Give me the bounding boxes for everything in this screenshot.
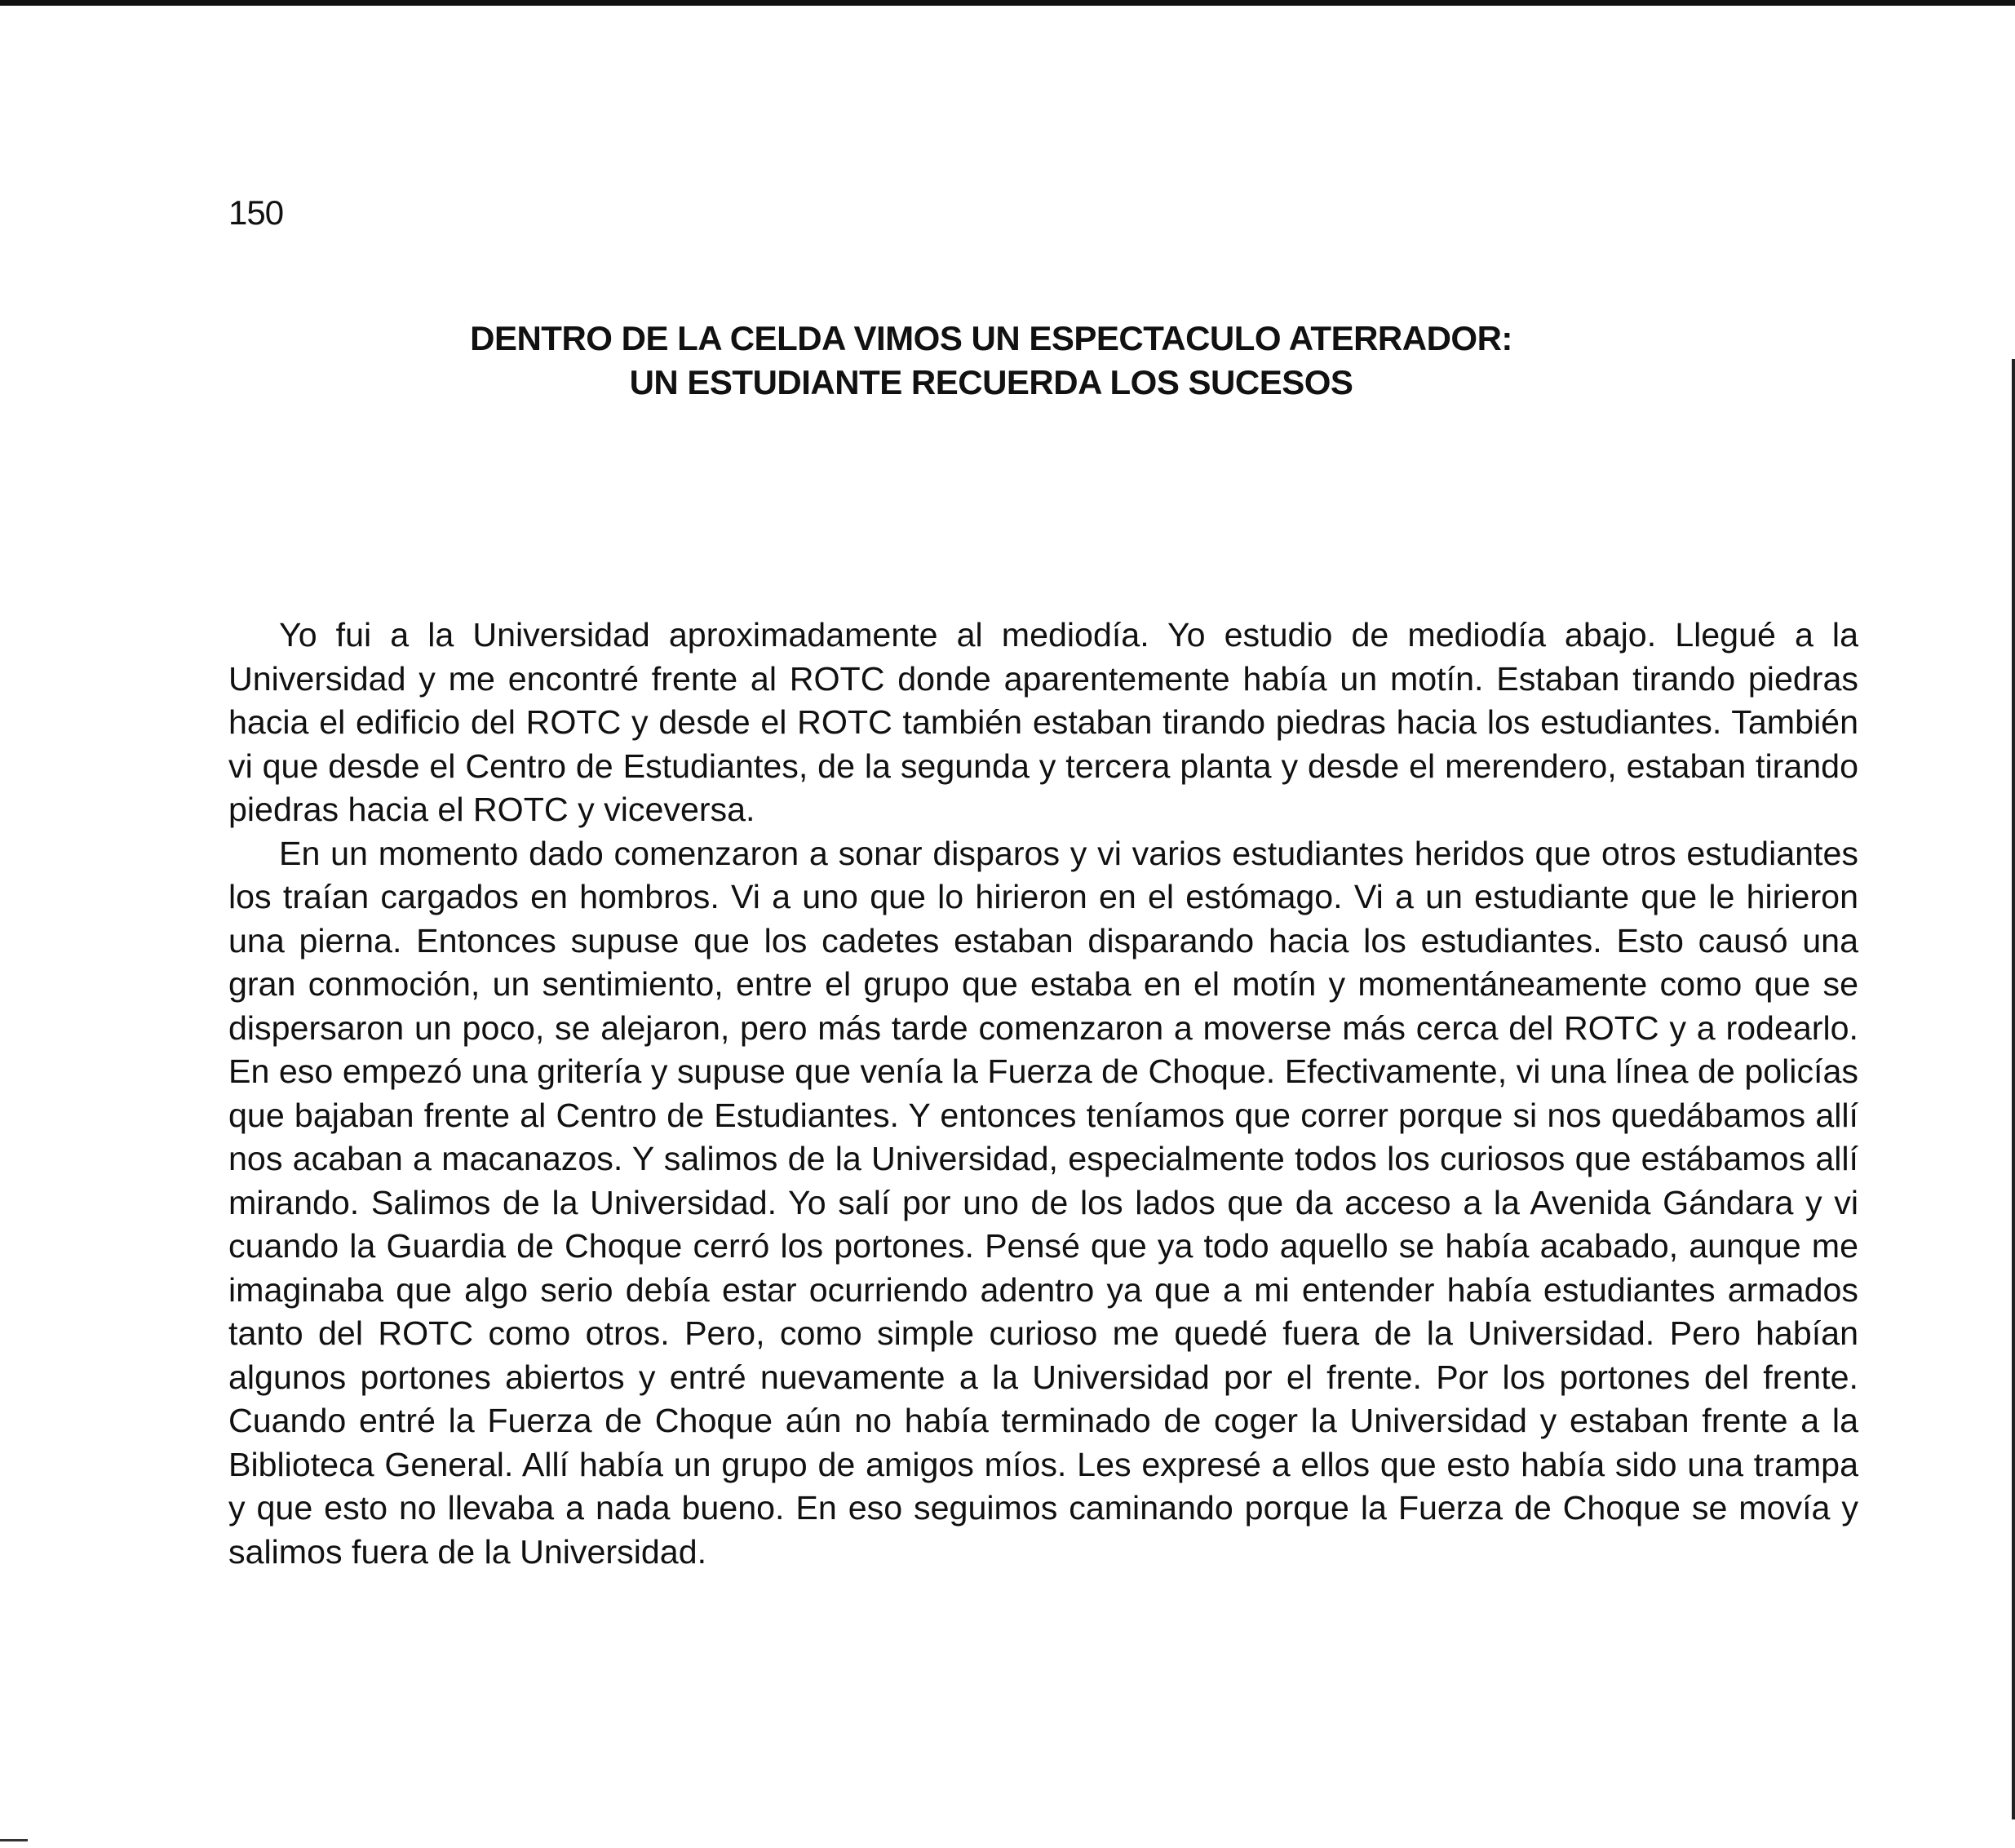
paragraph: Yo fui a la Universidad aproximadamente al mediodía. Yo estudio de mediodía abajo. Llegué a la Universidad y me encontré frente al ROTC donde aparentemente había un motín. Estaban tirando piedras hacia el edificio del ROTC y desde el ROTC también estaban tirando piedras hacia los estudiantes. También vi que desde el Centro de Estudiantes, de la segunda y tercera planta y desde el merendero, estaban tirando piedras hacia el ROTC y viceversa. (228, 616, 1858, 828)
paragraph: En un momento dado comenzaron a sonar disparos y vi varios estudiantes heridos que otros estudiantes los traían cargados en hombros. Vi a uno que lo hirieron en el estómago. Vi a un estudiante que le hirieron una pierna. Entonces supuse que los cadetes estaban disparando hacia los estudiantes. Esto causó una gran conmoción, un sentimiento, entre el grupo que estaba en el motín y momentáneamente como que se dispersaron un poco, se alejaron, pero más tarde comenzaron a moverse más cerca del ROTC y a rodearlo. En eso empezó una gritería y supuse que venía la Fuerza de Choque. Efectivamente, vi una línea de policías que bajaban frente al Centro de Estudiantes. Y entonces teníamos que correr porque si nos quedábamos allí nos acaban a macanazos. Y salimos de la Universidad, especialmente todos los curiosos que estábamos allí mirando. Salimos de la Universidad. Yo salí por uno de los lados que da acceso a la Avenida Gándara y vi cuando la Guardia de Choque cerró los portones. Pensé que ya todo aquello se había acabado, aunque me imaginaba que algo serio debía estar ocurriendo adentro ya que a mi entender había estudiantes armados tanto del ROTC como otros. Pero, como simple curioso me quedé fuera de la Universidad. Pero habían algunos portones abiertos y entré nuevamente a la Universidad por el frente. Por los portones del frente. Cuando entré la Fuerza de Choque aún no había terminado de coger la Universidad y estaban frente a la Biblioteca General. Allí había un grupo de amigos míos. Les expresé a ellos que esto había sido una trampa y que esto no llevaba a nada bueno. En eso seguimos caminando porque la Fuerza de Choque se movía y salimos fuera de la Universidad. (228, 834, 1858, 1571)
body-text (228, 614, 1858, 1574)
corner-scan-mark (0, 1839, 28, 1841)
title-line-2: UN ESTUDIANTE RECUERDA LOS SUCESOS (629, 363, 1353, 401)
top-border-rule (0, 0, 2015, 6)
page-edge-shadow (2012, 359, 2015, 1819)
chapter-title (228, 317, 1754, 405)
page-number: 150 (228, 193, 284, 232)
title-line-1: DENTRO DE LA CELDA VIMOS UN ESPECTACULO ATERRADOR: (470, 319, 1512, 357)
